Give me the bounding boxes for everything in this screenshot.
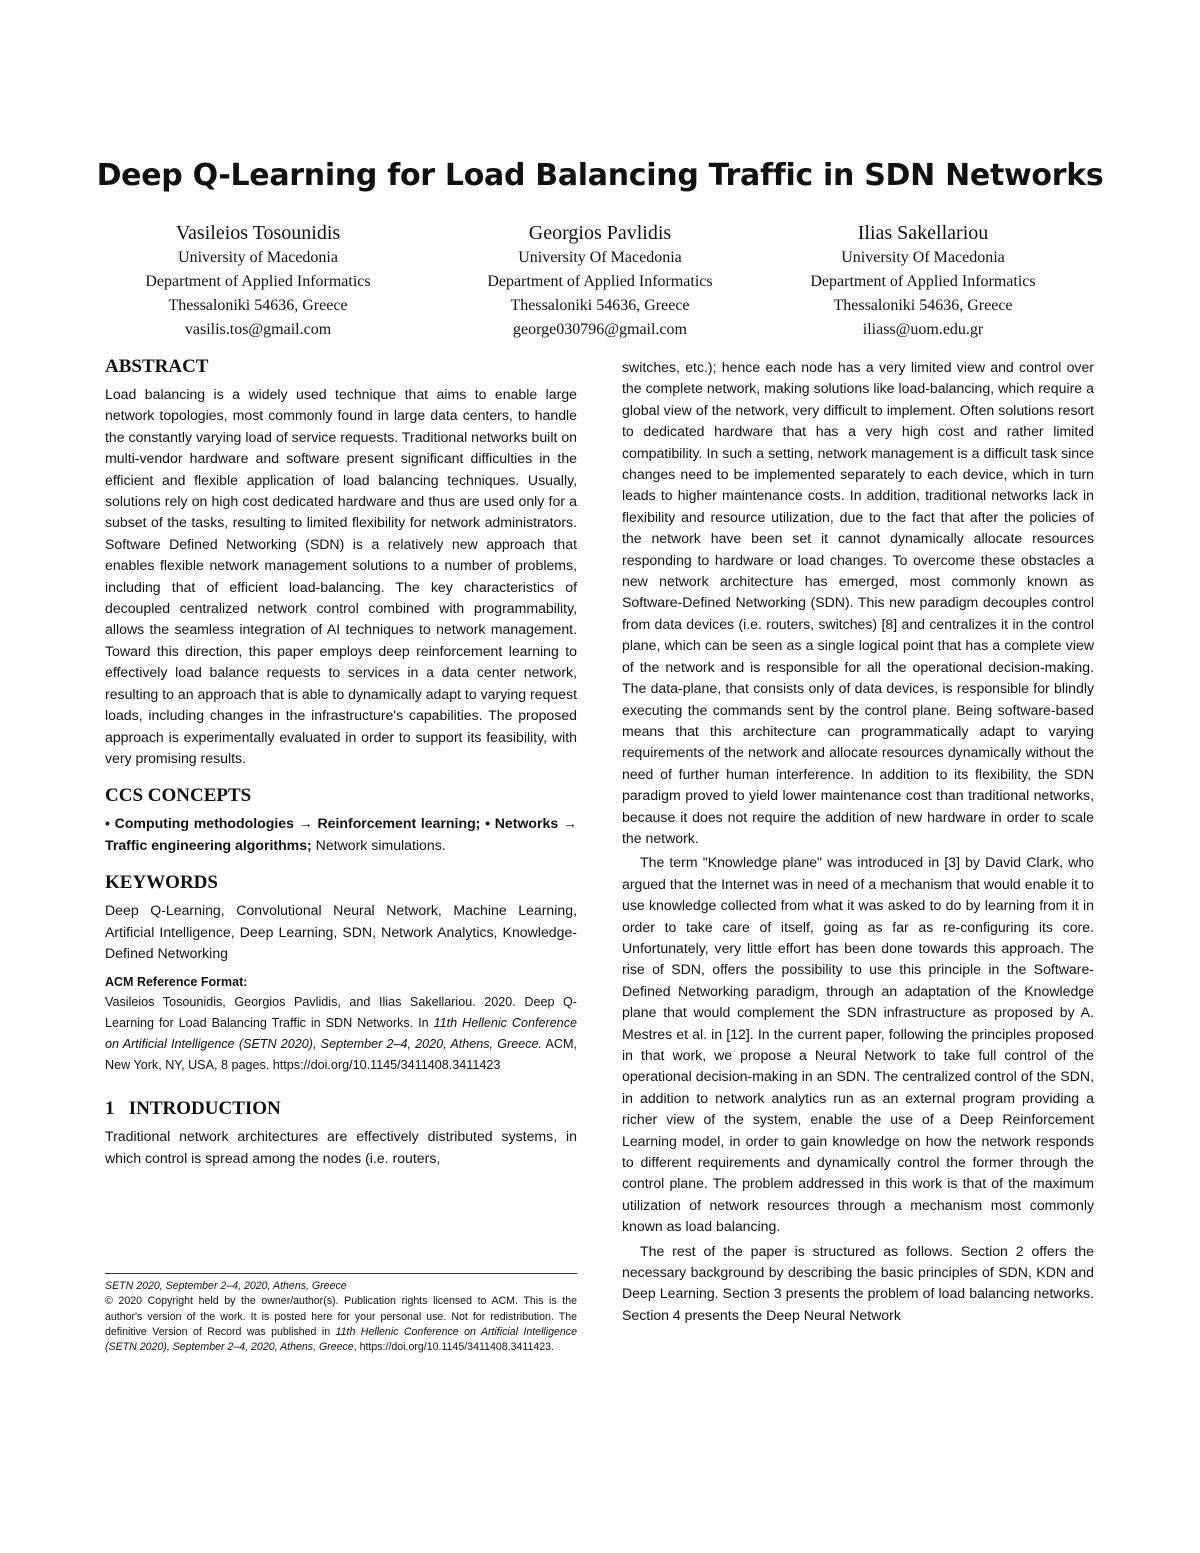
left-column [105, 354, 577, 1169]
ccs-item-1: • Computing methodologies → Reinforcement learning; [105, 815, 481, 832]
acm-reference-venue: 11th Hellenic Conference on Artificial Intelligence (SETN 2020), September 2–4, 2020, Athens, Greece. [105, 1016, 577, 1052]
paper-title: Deep Q-Learning for Load Balancing Traffic in SDN Networks [96, 158, 1104, 193]
acm-reference-heading: ACM Reference Format: [105, 975, 248, 990]
footnote-venue: SETN 2020, September 2–4, 2020, Athens, Greece [105, 1280, 347, 1292]
author-email: vasilis.tos@gmail.com [184, 321, 332, 338]
introduction-paragraph-2: The term "Knowledge plane" was introduced in [3] by David Clark, who argued that the Internet was in need of a mechanism that would enable it to use knowledge collected from what it was asked to do by learning from it in order to take care of itself, going as far as re-configuring its core. Unfortunately, very little effort has been done towards this approach. The rise of SDN, offers the possibility to use this principle in the Software-Defined Networking paradigm, through an adaptation of the Knowledge plane that would complement the SDN infrastructure as proposed by A. Mestres et al. in [12]. In the current paper, following the principles proposed in that work, we propose a Neural Network to take full control of the operational decision-making in an SDN. The centralized control of the SDN, in addition to network analytics run as an external program providing a richer view of the system, enable the use of a Deep Reinforcement Learning model, in order to gain knowledge on how the network responds to different requirements and dynamically control the former through the control plane. The problem addressed in this work is that of the maximum utilization of network resources through a mechanism most commonly known as load balancing. [622, 854, 1094, 1235]
author-block-2 [440, 220, 760, 342]
acm-reference-text [105, 992, 577, 1076]
keywords-heading: KEYWORDS [105, 872, 218, 894]
ccs-concepts [105, 813, 577, 856]
abstract-heading: ABSTRACT [105, 356, 209, 377]
acm-reference-part1: Vasileios Tosounidis, Georgios Pavlidis, and Ilias Sakellariou. 2020. Deep Q-Learning for Load Balancing Traffic in SDN Networks. In [105, 995, 577, 1031]
introduction-paragraph-1: switches, etc.); hence each node has a very limited view and control over the complete network, making solutions like load-balancing, which require a global view of the network, very difficult to implement. Often solutions resort to dedicated hardware that has a very high cost and rather limited compatibility. In such a setting, network management is a difficult task since changes need to be implemented separately to each device, which in turn leads to higher maintenance costs. In addition, traditional networks lack in flexibility and resource utilization, due to the fact that after the policies of the network have been set it cannot dynamically allocate resources responding to hardware or load changes. To overcome these obstacles a new network architecture has emerged, most commonly known as Software-Defined Networking (SDN). This new paradigm decouples control from data devices (i.e. routers, switches) [8] and centralizes it in the control plane, which can be seen as a single logical point that has a complete view of the network and is responsible for all the operational decision-making. The data-plane, that consists only of data devices, is responsible for blindly executing the commands sent by the control plane. Being software-based means that this architecture can programmatically adapt to varying requirements of the network and allocate resources dynamically without the need of further human interference. In addition to its flexibility, the SDN paradigm proved to yield lower maintenance cost than traditional networks, because it does not require the addition of new hardware in order to scale the network. [622, 359, 1094, 846]
introduction-left-text: Traditional network architectures are effectively distributed systems, in which control is spread among the nodes (i.e. routers, [105, 1128, 577, 1166]
author-affiliation: University of Macedonia [178, 249, 338, 266]
author-affiliation: University Of Macedonia [841, 249, 1005, 266]
author-name: Ilias Sakellariou [857, 222, 989, 244]
author-department: Department of Applied Informatics [810, 273, 1036, 290]
author-email: iliass@uom.edu.gr [862, 321, 984, 338]
abstract-text: Load balancing is a widely used technique that aims to enable large network topologies, most commonly found in large data centers, to handle the constantly varying load of service requests. Traditional networks built on multi-vendor hardware and software present significant difficulties in the efficient and flexible application of load balancing techniques. Usually, solutions rely on high cost dedicated hardware and thus are used only for a subset of the tasks, resulting to limited flexibility for network administrators. Software Defined Networking (SDN) is a relatively new approach that enables flexible network management solutions to a number of problems, including that of efficient load-balancing. The key characteristics of decoupled centralized network control combined with programmability, allows the seamless integration of AI techniques to network management. Toward this direction, this paper employs deep reinforcement learning to effectively load balance requests to services in a data center network, resulting to an approach that is able to dynamically adapt to varying request loads, including changes in the infrastructure's capabilities. The proposed approach is experimentally evaluated in order to support its feasibility, with very promising results. [105, 386, 577, 766]
author-name: Georgios Pavlidis [528, 222, 672, 244]
footnote-venue-full: 11th Hellenic Conference on Artificial Intelligence (SETN 2020), September 2–4, 2020, Athens, Greece [105, 1325, 577, 1354]
footnote-text1: © 2020 Copyright held by the owner/author(s). Publication rights licensed to ACM. This is the author's version of the work. It is posted here for your personal use. Not for redistribution. The definitive Version of Record was published in [105, 1295, 577, 1338]
acm-reference-part2: ACM, New York, NY, USA, 8 pages. https://doi.org/10.1145/3411408.3411423 [105, 1037, 577, 1073]
footnote-copyright [105, 1294, 577, 1355]
footnote [105, 1273, 577, 1355]
introduction-paragraph-3: The rest of the paper is structured as follows. Section 2 offers the necessary background by describing the basic principles of SDN, KDN and Deep Learning. Section 3 presents the problem of load balancing networks. Section 4 presents the Deep Neural Network [622, 1242, 1094, 1323]
ccs-item-3: Network simulations. [311, 836, 446, 853]
author-location: Thessaloniki 54636, Greece [168, 297, 348, 314]
keywords-text: Deep Q-Learning, Convolutional Neural Network, Machine Learning, Artificial Intelligence, Deep Learning, SDN, Network Analytics, Knowledge-Defined Networking [105, 902, 577, 961]
author-department: Department of Applied Informatics [487, 273, 713, 290]
footnote-text2: , https://doi.org/10.1145/3411408.3411423. [353, 1341, 554, 1354]
author-name: Vasileios Tosounidis [175, 222, 341, 244]
author-location: Thessaloniki 54636, Greece [510, 297, 690, 314]
ccs-item-2: • Networks → Traffic engineering algorithms; [105, 815, 577, 853]
introduction-heading: 1 INTRODUCTION [105, 1098, 281, 1120]
author-department: Department of Applied Informatics [145, 273, 371, 290]
right-column [622, 357, 1094, 1326]
ccs-heading: CCS CONCEPTS [105, 785, 252, 807]
author-location: Thessaloniki 54636, Greece [833, 297, 1013, 314]
author-block-3 [763, 220, 1083, 342]
author-affiliation: University Of Macedonia [518, 249, 682, 266]
author-email: george030796@gmail.com [513, 321, 687, 338]
author-block-1 [98, 220, 418, 342]
